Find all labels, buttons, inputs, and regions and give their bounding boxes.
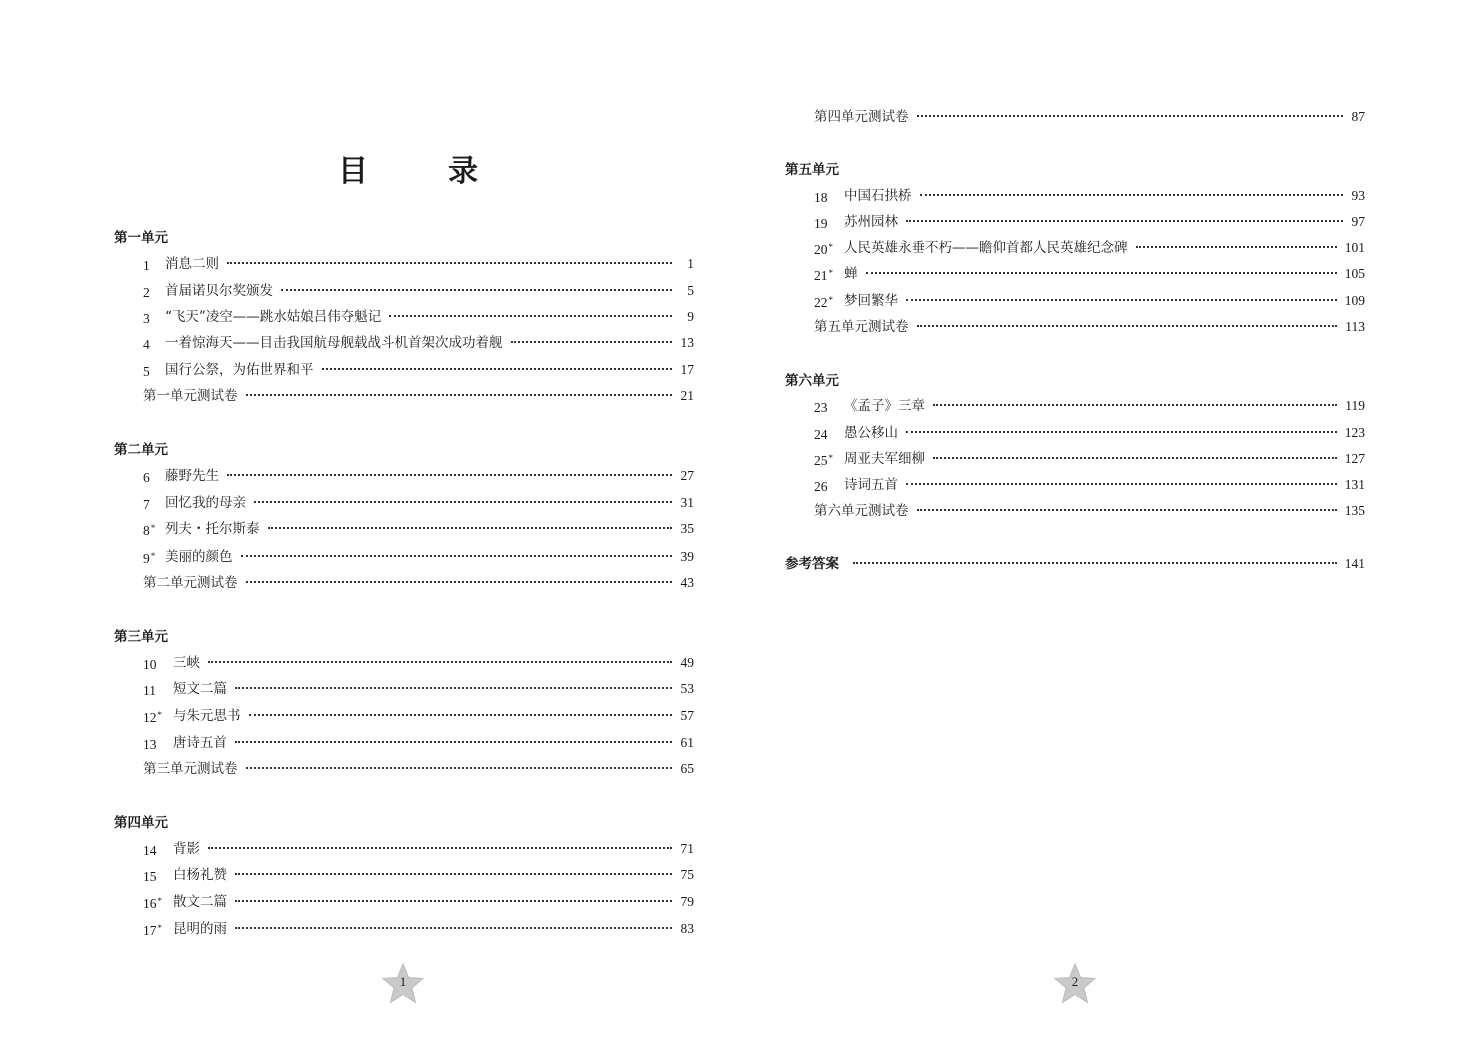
toc-entry-unit-test[interactable] [143,574,694,592]
dot-leader [853,562,1337,564]
toc-entry[interactable] [143,654,694,672]
entry-page-number: 39 [680,549,694,564]
entry-number: 2 [143,284,150,300]
toc-entry[interactable] [143,893,694,911]
dot-leader [917,115,1344,117]
dot-leader [920,194,1344,196]
toc-entry[interactable] [143,734,694,752]
entry-number: 14 [143,842,157,858]
dot-leader [235,873,672,875]
entry-number: 21* [814,267,833,283]
entry-title: 一着惊海天——目击我国航母舰载战斗机首架次成功着舰 [165,335,503,351]
entry-title: 第三单元测试卷 [143,761,238,777]
toc-entry[interactable] [143,920,694,938]
toc-entry[interactable] [143,840,694,858]
dot-leader [235,687,672,689]
toc-entry[interactable] [143,548,694,566]
dot-leader [208,661,672,663]
entry-number: 17* [143,922,162,938]
toc-entry[interactable] [143,334,694,352]
entry-number: 15 [143,868,157,884]
unit-heading: 第一单元 [114,230,168,246]
entry-number: 18 [814,189,828,205]
entry-page-number: 83 [680,921,694,936]
dot-leader [1136,246,1337,248]
entry-number: 3 [143,310,150,326]
entry-title: 周亚夫军细柳 [844,451,925,467]
toc-entry[interactable] [143,494,694,512]
toc-entry-answers[interactable] [785,555,1365,573]
dot-leader [906,431,1337,433]
entry-number: 7 [143,496,150,512]
toc-entry-unit-test[interactable] [143,760,694,778]
entry-title: 散文二篇 [173,894,227,910]
dot-leader [246,581,673,583]
unit-heading: 第五单元 [785,162,839,178]
entry-number: 11 [143,682,156,698]
entry-page-number: 1 [687,256,694,271]
entry-title: 梦回繁华 [844,293,898,309]
toc-entry[interactable] [814,239,1365,257]
dot-leader [511,341,673,343]
right-page [740,0,1480,1047]
entry-page-number: 109 [1344,293,1365,308]
entry-page-number: 57 [680,708,694,723]
entry-page-number: 9 [687,309,694,324]
toc-entry[interactable] [814,450,1365,468]
entry-title: 第二单元测试卷 [143,575,238,591]
page-number-badge [381,962,425,1006]
entry-title: 列夫・托尔斯泰 [165,521,260,537]
unit-heading: 第二单元 [114,442,168,458]
unit-heading: 第六单元 [785,373,839,389]
entry-page-number: 21 [680,388,694,403]
toc-entry[interactable] [143,361,694,379]
entry-number: 9* [143,550,156,566]
entry-page-number: 31 [680,495,694,510]
dot-leader [246,767,673,769]
entry-title: 诗词五首 [844,477,898,493]
toc-entry-unit-test[interactable] [814,108,1365,126]
toc-entry[interactable] [814,265,1365,283]
page-number: 2 [1071,974,1079,989]
entry-title: 与朱元思书 [173,708,241,724]
dot-leader [268,527,673,529]
dot-leader [917,325,1338,327]
dot-leader [246,394,673,396]
entry-page-number: 13 [680,335,694,350]
entry-number: 26 [814,478,828,494]
dot-leader [906,299,1337,301]
entry-title: 首届诺贝尔奖颁发 [165,283,273,299]
dot-leader [866,272,1337,274]
entry-number: 23 [814,399,828,415]
unit-heading: 第四单元 [114,815,168,831]
entry-page-number: 101 [1344,240,1365,255]
entry-number: 24 [814,426,828,442]
dot-leader [249,714,673,716]
unit-heading: 第三单元 [114,629,168,645]
dot-leader [389,315,672,317]
entry-title: 回忆我的母亲 [165,495,246,511]
entry-number: 10 [143,656,157,672]
entry-page-number: 75 [680,867,694,882]
entry-page-number: 61 [680,735,694,750]
entry-page-number: 71 [680,841,694,856]
toc-title-char: 目 [338,154,368,189]
toc-entry[interactable] [143,308,694,326]
entry-title: 背影 [173,841,200,857]
entry-title: 人民英雄永垂不朽——瞻仰首都人民英雄纪念碑 [844,240,1128,256]
entry-number: 20* [814,241,833,257]
toc-entry[interactable] [814,213,1365,231]
entry-title: 第五单元测试卷 [814,319,909,335]
entry-title: 第四单元测试卷 [814,109,909,125]
entry-page-number: 43 [680,575,694,590]
entry-page-number: 97 [1351,214,1365,229]
entry-page-number: 53 [680,681,694,696]
dot-leader [906,220,1343,222]
page-number-badge [1053,962,1097,1006]
toc-entry[interactable] [143,255,694,273]
dot-leader [322,368,673,370]
entry-title: 美丽的颜色 [165,549,233,565]
entry-title: 昆明的雨 [173,921,227,937]
toc-entry[interactable] [143,467,694,485]
toc-entry[interactable] [814,476,1365,494]
entry-page-number: 27 [680,468,694,483]
dot-leader [906,483,1337,485]
answers-title: 参考答案 [785,556,839,572]
dot-leader [227,474,672,476]
dot-leader [281,289,672,291]
entry-number: 4 [143,336,150,352]
entry-title: 苏州园林 [844,214,898,230]
entry-title: 愚公移山 [844,425,898,441]
dot-leader [254,501,672,503]
toc-entry[interactable] [814,397,1365,415]
dot-leader [235,927,672,929]
entry-number: 22* [814,294,833,310]
toc-entry[interactable] [814,292,1365,310]
dot-leader [208,847,672,849]
toc-entry[interactable] [143,866,694,884]
entry-page-number: 35 [680,521,694,536]
entry-page-number: 105 [1344,266,1365,281]
toc-entry[interactable] [143,282,694,300]
entry-title: “飞天”凌空——跳水姑娘吕伟夺魁记 [165,309,382,325]
entry-number: 6 [143,469,150,485]
entry-title: 国行公祭，为佑世界和平 [165,362,314,378]
dot-leader [917,509,1337,511]
entry-number: 25* [814,452,833,468]
entry-number: 16* [143,895,162,911]
entry-page-number: 79 [680,894,694,909]
toc-title [338,146,478,190]
entry-page-number: 113 [1345,319,1365,334]
dot-leader [227,262,672,264]
toc-entry-unit-test[interactable] [143,387,694,405]
entry-number: 19 [814,215,828,231]
dot-leader [235,900,672,902]
entry-title: 第一单元测试卷 [143,388,238,404]
entry-title: 消息二则 [165,256,219,272]
toc-title-char: 录 [448,154,478,189]
entry-number: 1 [143,257,150,273]
toc-entry[interactable] [143,680,694,698]
entry-page-number: 131 [1344,477,1365,492]
entry-number: 5 [143,363,150,379]
entry-title: 《孟子》三章 [844,398,925,414]
entry-page-number: 119 [1345,398,1365,413]
entry-page-number: 5 [687,283,694,298]
toc-entry[interactable] [814,424,1365,442]
entry-number: 13 [143,736,157,752]
entry-page-number: 135 [1344,503,1365,518]
entry-title: 中国石拱桥 [844,188,912,204]
entry-page-number: 127 [1344,451,1365,466]
entry-title: 藤野先生 [165,468,219,484]
entry-title: 白杨礼赞 [173,867,227,883]
dot-leader [235,741,672,743]
entry-page-number: 65 [680,761,694,776]
page-number: 1 [399,974,407,989]
entry-page-number: 49 [680,655,694,670]
dot-leader [933,404,1337,406]
dot-leader [933,457,1337,459]
entry-page-number: 87 [1351,109,1365,124]
toc-entry[interactable] [143,707,694,725]
entry-page-number: 123 [1344,425,1365,440]
entry-page-number: 141 [1344,556,1365,571]
entry-title: 短文二篇 [173,681,227,697]
toc-entry[interactable] [814,187,1365,205]
toc-entry-unit-test[interactable] [814,318,1365,336]
entry-page-number: 17 [680,362,694,377]
entry-number: 8* [143,522,156,538]
entry-title: 蝉 [844,266,858,282]
entry-number: 12* [143,709,162,725]
toc-entry[interactable] [143,520,694,538]
entry-title: 唐诗五首 [173,735,227,751]
entry-page-number: 93 [1351,188,1365,203]
entry-title: 三峡 [173,655,200,671]
toc-entry-unit-test[interactable] [814,502,1365,520]
entry-title: 第六单元测试卷 [814,503,909,519]
dot-leader [241,555,673,557]
